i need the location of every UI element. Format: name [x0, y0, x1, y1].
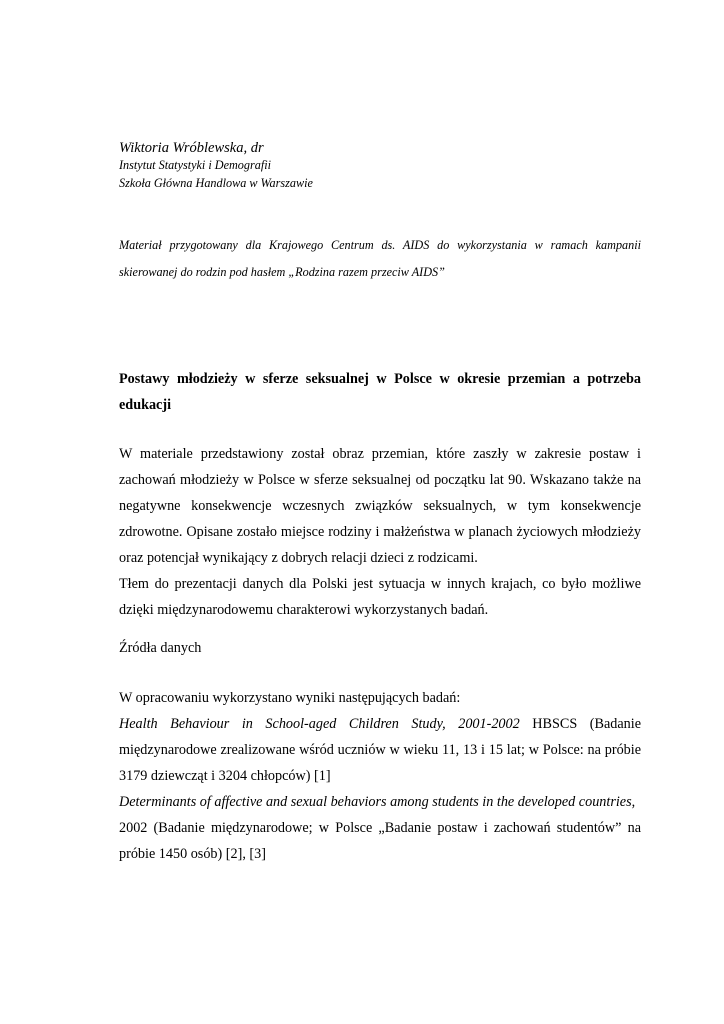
studies-list: [119, 685, 641, 867]
study-1-line: międzynarodowe zrealizowane wśród uczniów w wieku 11, 13 i 15 lat; w Polsce: na próbie: [119, 742, 641, 758]
study-2-title: Determinants of affective and sexual behaviors among students in the developed countries: [119, 794, 632, 810]
title-line: edukacji: [119, 397, 172, 413]
preparation-note: [119, 232, 641, 286]
author-school: Szkoła Główna Handlowa w Warszawie: [119, 176, 313, 190]
abstract-line: zdrowotne. Opisane zostało miejsce rodziny i małżeństwa w planach życiowych młodzieży: [119, 524, 641, 540]
title-line: Postawy młodzieży w sferze seksualnej w Polsce w okresie przemian a potrzeba: [119, 371, 641, 387]
study-1-title: Health Behaviour in School-aged Children Study, 2001-2002: [119, 716, 520, 732]
studies-intro: W opracowaniu wykorzystano wyniki następujących badań:: [119, 690, 461, 706]
study-1-line: [119, 711, 641, 737]
abstract-line: oraz potencjał wynikający z dobrych relacji dzieci z rodzicami.: [119, 550, 478, 566]
study-2-line: [119, 789, 641, 815]
sources-heading: Źródła danych: [119, 640, 202, 656]
document-title: [119, 366, 641, 418]
abstract-line: zachowań młodzieży w Polsce w sferze seksualnej od początku lat 90. Wskazano także na: [119, 472, 641, 488]
study-2-title-suffix: ,: [631, 794, 636, 810]
note-line: Materiał przygotowany dla Krajowego Centrum ds. AIDS do wykorzystania w ramach kampanii: [119, 238, 641, 252]
study-1-line1-rest: HBSCS (Badanie: [519, 716, 642, 732]
author-name: Wiktoria Wróblewska, dr: [119, 140, 264, 156]
abstract-line: W materiale przedstawiony został obraz przemian, które zaszły w zakresie postaw i: [119, 446, 641, 462]
study-2-line: próbie 1450 osób) [2], [3]: [119, 846, 266, 862]
study-1-line: 3179 dziewcząt i 3204 chłopców) [1]: [119, 768, 331, 784]
abstract-line: dzięki międzynarodowemu charakterowi wykorzystanych badań.: [119, 602, 489, 618]
study-2-line: 2002 (Badanie międzynarodowe; w Polsce „Badanie postaw i zachowań studentów” na: [119, 820, 641, 836]
abstract-line: Tłem do prezentacji danych dla Polski jest sytuacja w innych krajach, co było możliwe: [119, 576, 641, 592]
abstract-paragraph: [119, 441, 641, 623]
author-block: [119, 139, 641, 191]
author-institute: Instytut Statystyki i Demografii: [119, 158, 271, 172]
note-line: skierowanej do rodzin pod hasłem „Rodzina razem przeciw AIDS”: [119, 265, 445, 279]
abstract-line: negatywne konsekwencje wczesnych związków seksualnych, w tym konsekwencje: [119, 498, 641, 514]
